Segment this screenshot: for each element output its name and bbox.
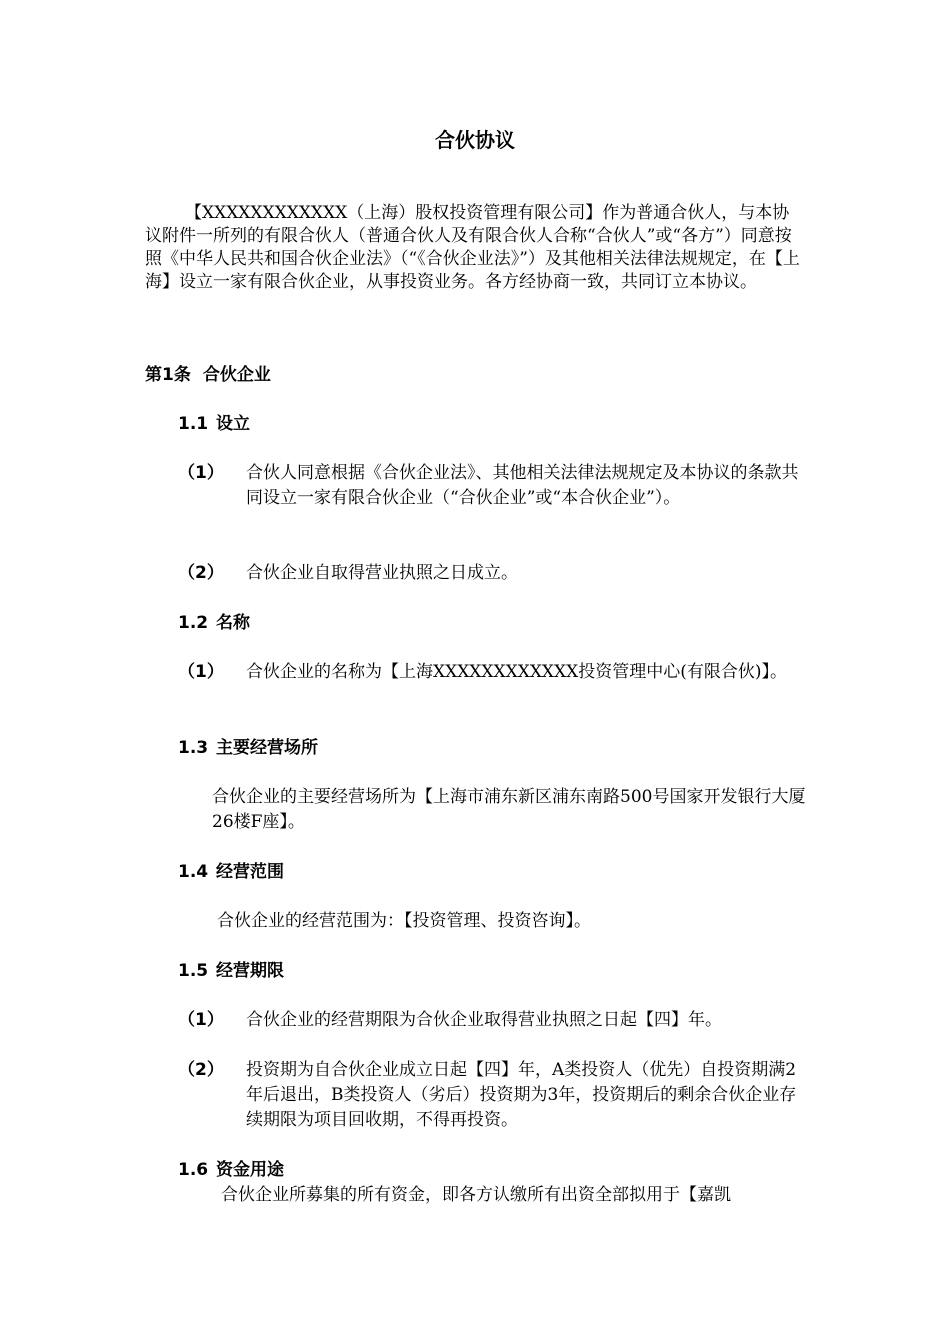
section-title: 经营范围 — [216, 862, 284, 882]
document-title: 合伙协议 — [435, 128, 515, 152]
article-number: 第1条 — [145, 365, 191, 385]
section-title: 主要经营场所 — [216, 738, 318, 758]
section-title: 经营期限 — [216, 961, 284, 981]
item-marker: （2） — [178, 1060, 224, 1080]
section-number: 1.2 — [178, 613, 209, 633]
section-1-5-heading — [178, 959, 284, 983]
item-text: 投资期为自合伙企业成立日起【四】年，A类投资人（优先）自投资期满2年后退出，B类投资人（劣后）投资期为3年，投资期后的剩余合伙企业存续期限为项目回收期，不得再投资。 — [246, 1060, 797, 1130]
section-number: 1.4 — [178, 862, 209, 882]
section-number: 1.3 — [178, 738, 209, 758]
section-number: 1.1 — [178, 414, 209, 434]
section-number: 1.6 — [178, 1160, 209, 1180]
section-1-1-heading — [178, 412, 250, 436]
section-1-3-heading — [178, 736, 318, 760]
item-marker: （1） — [178, 662, 224, 682]
item-marker: （1） — [178, 463, 224, 483]
section-1-1-item-2 — [178, 561, 808, 586]
section-1-3-text: 合伙企业的主要经营场所为【上海市浦东新区浦东南路500号国家开发银行大厦26楼F座】。 — [212, 787, 806, 832]
article-title: 合伙企业 — [202, 365, 271, 385]
item-marker: （1） — [178, 1010, 224, 1030]
section-title: 设立 — [216, 414, 250, 434]
section-1-4-heading — [178, 860, 284, 884]
intro-paragraph: 【XXXXXXXXXXXX（上海）股权投资管理有限公司】作为普通合伙人，与本协议附件一所列的有限合伙人（普通合伙人及有限合伙人合称“合伙人”或“各方”）同意按照《中华人民共和国合伙企业法》（“《合伙企业法》”）及其他相关法律法规规定，在【上海】设立一家有限合伙企业，从事投资业务。各方经协商一致，共同订立本协议。 — [145, 203, 800, 292]
section-1-6-heading — [178, 1158, 284, 1182]
article-1-heading — [145, 363, 271, 387]
section-number: 1.5 — [178, 961, 209, 981]
section-1-5-item-1 — [178, 1008, 808, 1033]
section-1-5-item-2 — [178, 1058, 808, 1133]
section-1-1-item-1 — [178, 461, 808, 511]
section-1-6-text: 合伙企业所募集的所有资金，即各方认缴所有出资全部拟用于【嘉凯 — [221, 1185, 731, 1205]
section-1-2-heading — [178, 611, 250, 635]
item-text: 合伙人同意根据《合伙企业法》、其他相关法律法规规定及本协议的条款共同设立一家有限合伙企业（“合伙企业”或“本合伙企业”）。 — [246, 463, 799, 508]
item-text: 合伙企业的名称为【上海XXXXXXXXXXXX投资管理中心(有限合伙)】。 — [246, 662, 787, 682]
section-title: 资金用途 — [216, 1160, 284, 1180]
item-marker: （2） — [178, 563, 224, 583]
section-title: 名称 — [216, 613, 250, 633]
item-text: 合伙企业的经营期限为合伙企业取得营业执照之日起【四】年。 — [246, 1010, 722, 1030]
item-text: 合伙企业自取得营业执照之日成立。 — [246, 563, 518, 583]
section-1-2-item-1 — [178, 660, 808, 685]
section-1-4-text: 合伙企业的经营范围为：【投资管理、投资咨询】。 — [217, 911, 591, 931]
